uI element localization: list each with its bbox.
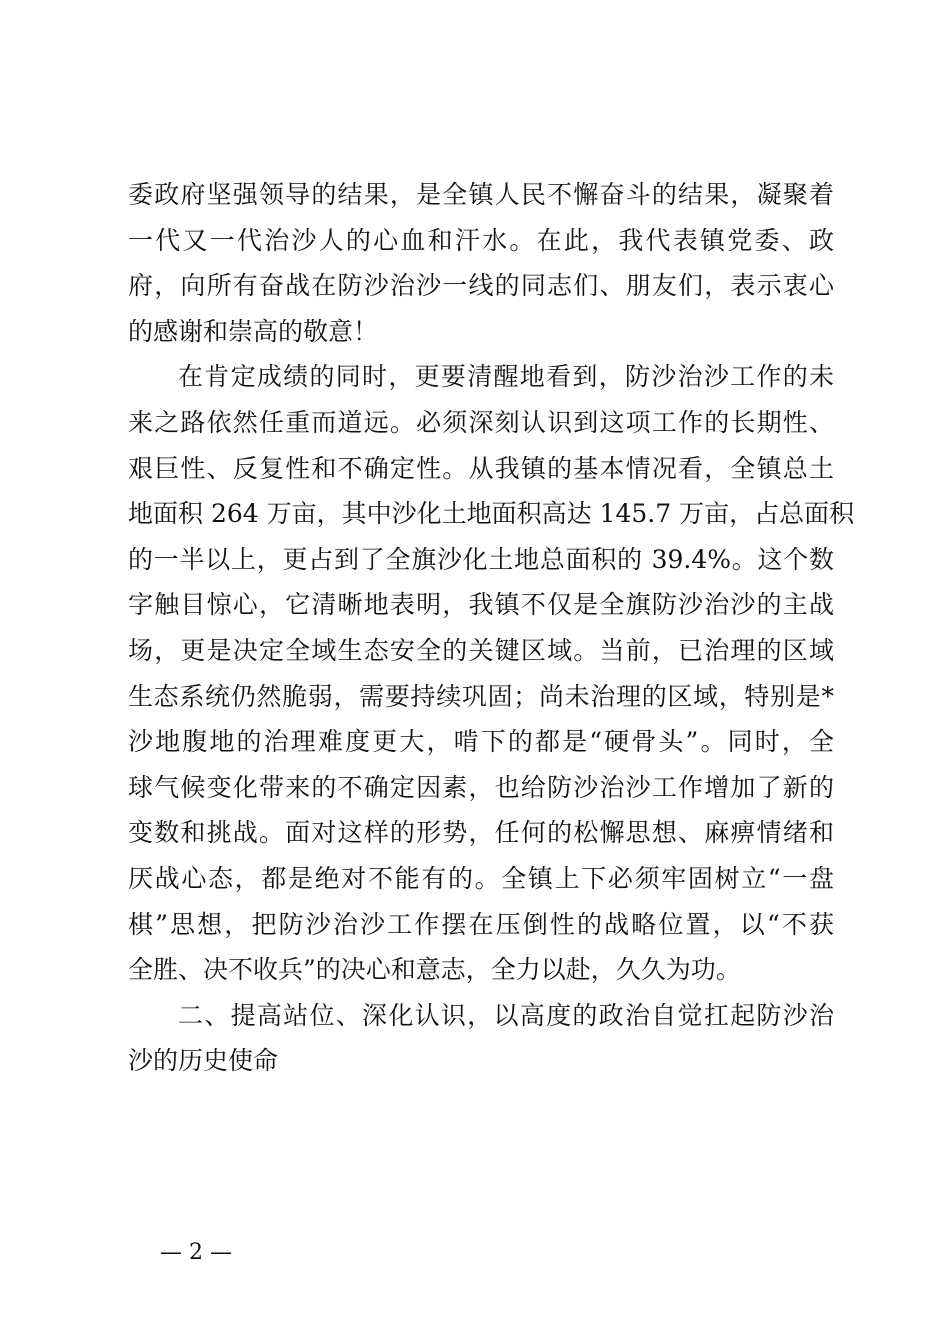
text-line: 艰巨性、反复性和不确定性。从我镇的基本情况看，全镇总土 [128,453,834,483]
text-line: 厌战心态，都是绝对不能有的。全镇上下必须牢固树立“一盘 [128,863,834,893]
text-line: 球气候变化带来的不确定因素，也给防沙治沙工作增加了新的 [128,772,834,802]
text-line: 字触目惊心，它清晰地表明，我镇不仅是全旗防沙治沙的主战 [128,590,834,620]
text-line: 棋”思想，把防沙治沙工作摆在压倒性的战略位置，以“不获 [128,909,834,939]
text-line: 在肯定成绩的同时，更要清醒地看到，防沙治沙工作的未 [178,362,834,392]
text-line: 沙地腹地的治理难度更大，啃下的都是“硬骨头”。同时，全 [128,727,834,757]
text-line: 来之路依然任重而道远。必须深刻认识到这项工作的长期性、 [128,407,834,437]
text-line: 变数和挑战。面对这样的形势，任何的松懈思想、麻痹情绪和 [128,818,834,848]
page-number: — 2 — [160,1240,232,1265]
text-line: 全胜、决不收兵”的决心和意志，全力以赴，久久为功。 [128,955,741,985]
section-heading-line: 沙的历史使命 [128,1046,279,1076]
text-line: 生态系统仍然脆弱，需要持续巩固；尚未治理的区域，特别是* [128,681,834,711]
text-line: 地面积 264 万亩，其中沙化土地面积高达 145.7 万亩，占总面积 [128,499,855,529]
text-line: 的感谢和崇高的敬意！ [128,316,379,346]
text-line: 一代又一代治沙人的心血和汗水。在此，我代表镇党委、政 [128,225,834,255]
document-body [128,172,855,1084]
section-heading-line: 二、提高站位、深化认识，以高度的政治自觉扛起防沙治 [178,1000,834,1030]
text-line: 的一半以上，更占到了全旗沙化土地总面积的 39.4%。这个数 [128,544,834,574]
text-line: 委政府坚强领导的结果，是全镇人民不懈奋斗的结果，凝聚着 [128,180,834,209]
text-line: 府，向所有奋战在防沙治沙一线的同志们、朋友们，表示衷心 [128,271,834,301]
text-line: 场，更是决定全域生态安全的关键区域。当前，已治理的区域 [128,635,834,665]
